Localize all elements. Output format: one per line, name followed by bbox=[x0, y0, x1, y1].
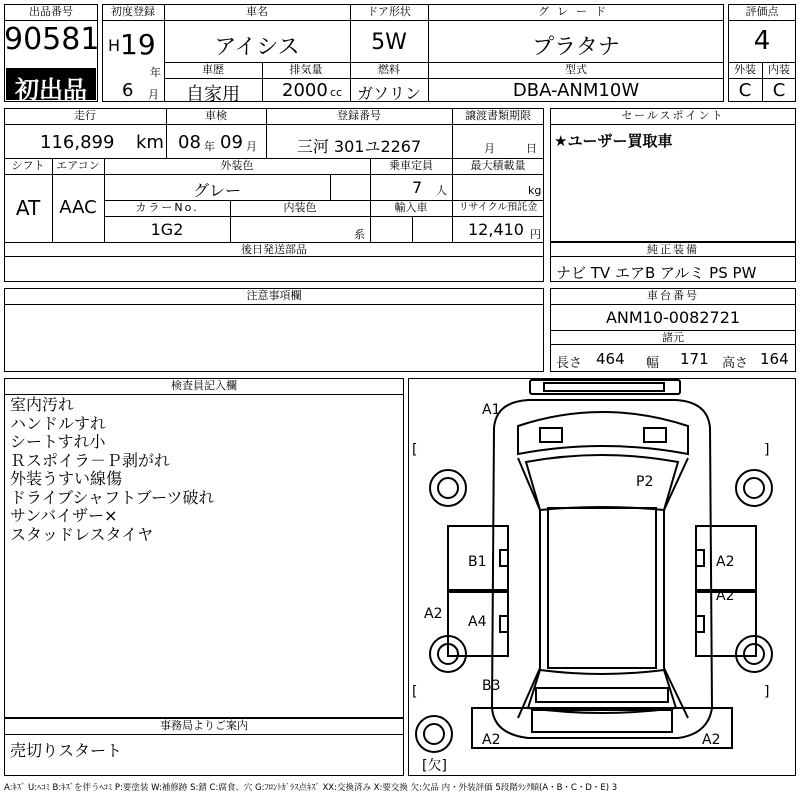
int-color-label: 内装色 bbox=[283, 201, 317, 214]
import-label: 輸入車 bbox=[394, 201, 428, 214]
ac-label: エアコン bbox=[56, 159, 100, 172]
damage-mark: A4 bbox=[468, 614, 487, 630]
selling-point: ★ユーザー買取車 bbox=[554, 132, 673, 150]
color-no: 1G2 bbox=[150, 220, 184, 239]
car-name: アイシス bbox=[214, 35, 300, 60]
inspector-label: 検査員記入欄 bbox=[171, 379, 237, 392]
inspector-line: スタッドレスタイヤ bbox=[10, 524, 154, 544]
max-load-unit: kg bbox=[528, 184, 542, 197]
lot-number-label: 出品番号 bbox=[29, 5, 73, 18]
bracket-right-bottom: ] bbox=[764, 684, 770, 700]
first-listing-text: 初出品 bbox=[15, 76, 87, 104]
later-parts-label: 後日発送部品 bbox=[241, 243, 307, 256]
inspector-notes bbox=[10, 396, 400, 544]
model-code: DBA-ANM10W bbox=[512, 80, 640, 101]
color-no-label: カラーNo. bbox=[135, 201, 199, 214]
car-diagram bbox=[408, 378, 796, 776]
inspector-line: サンバイザー× bbox=[10, 506, 118, 525]
ext-color-label: 外装色 bbox=[220, 159, 254, 172]
grade: プラタナ bbox=[532, 35, 620, 60]
dims-label: 諸元 bbox=[662, 331, 684, 344]
capacity-unit: 人 bbox=[436, 184, 447, 197]
transfer-day-unit: 日 bbox=[526, 142, 537, 155]
ext-color: グレー bbox=[192, 181, 241, 200]
selling-points-label: セールスポイント bbox=[621, 109, 725, 122]
damage-mark: A2 bbox=[716, 588, 735, 604]
max-load-label: 最大積載量 bbox=[470, 159, 526, 172]
inspector-line: 外装うすい線傷 bbox=[10, 469, 123, 488]
transfer-month-unit: 月 bbox=[484, 142, 495, 155]
lot-number: 90581 bbox=[4, 22, 100, 57]
interior-label: 内装 bbox=[768, 63, 790, 76]
inspector-line: Ｒスポイラ－Ｐ剥がれ bbox=[10, 450, 171, 470]
reg-year: 19 bbox=[120, 28, 156, 61]
selling-points-box bbox=[550, 108, 796, 242]
history: 自家用 bbox=[186, 84, 240, 105]
interior-grade: C bbox=[772, 80, 786, 101]
car-name-label: 車名 bbox=[246, 5, 268, 18]
year-unit: 年 bbox=[150, 66, 161, 79]
damage-mark: A2 bbox=[482, 732, 501, 748]
damage-mark: P2 bbox=[636, 474, 654, 490]
model-label: 型式 bbox=[565, 63, 587, 76]
transfer-label: 譲渡書類期限 bbox=[465, 109, 531, 122]
inspection-label: 車検 bbox=[205, 109, 227, 122]
office-label: 事務局よりご案内 bbox=[160, 719, 248, 732]
chassis-label: 車台番号 bbox=[647, 289, 699, 302]
width-label: 幅 bbox=[646, 356, 660, 371]
damage-mark: A2 bbox=[716, 554, 735, 570]
capacity: 7 bbox=[412, 178, 423, 197]
reg-month: 6 bbox=[122, 80, 134, 101]
recycle-label: リサイクル預託金 bbox=[458, 202, 538, 213]
grade-label: グレード bbox=[538, 5, 614, 18]
inspection-year: 08 bbox=[178, 132, 201, 153]
plate-label: 登録番号 bbox=[337, 109, 381, 122]
height-value: 164 bbox=[760, 350, 789, 368]
footer-legend: A:ｷｽﾞ U:ﾍｺﾐ B:ｷｽﾞを伴うﾍｺﾐ P:要塗装 W:補修跡 S:錆 C:腐食、穴 G:ﾌﾛﾝﾄｶﾞﾗｽ点ｷｽﾞ XX:交換済み X:要交換 欠:欠品 内・外装評価 5段階ﾗﾝｸ順(A・B・C・D・E) 3 bbox=[4, 783, 618, 793]
mileage-unit: km bbox=[136, 132, 164, 153]
shift: AT bbox=[15, 196, 41, 220]
int-color-unit: 系 bbox=[354, 228, 365, 241]
length-value: 464 bbox=[596, 350, 625, 368]
era: H bbox=[108, 36, 121, 55]
inspection-month-unit: 月 bbox=[246, 140, 257, 153]
notes-label: 注意事項欄 bbox=[246, 289, 302, 302]
bracket-right-top: ] bbox=[764, 442, 770, 458]
inspection-month: 09 bbox=[220, 132, 243, 153]
displacement-label: 排気量 bbox=[289, 63, 323, 76]
bracket-left-bottom: [ bbox=[412, 684, 418, 700]
damage-mark: A2 bbox=[424, 606, 443, 622]
inspector-line: シートすれ小 bbox=[10, 432, 106, 451]
capacity-label: 乗車定員 bbox=[389, 159, 433, 172]
chassis-number: ANM10-0082721 bbox=[605, 308, 741, 327]
first-reg-label: 初度登録 bbox=[111, 5, 155, 18]
inspector-line: ハンドルすれ bbox=[10, 413, 107, 433]
ac: AAC bbox=[59, 197, 97, 218]
score: 4 bbox=[753, 26, 771, 56]
exterior-grade: C bbox=[738, 80, 752, 101]
damage-mark: B1 bbox=[468, 554, 487, 570]
bracket-left-top: [ bbox=[412, 442, 418, 458]
height-label: 高さ bbox=[722, 356, 749, 371]
missing-label: [欠] bbox=[422, 758, 447, 774]
damage-mark: B3 bbox=[482, 678, 501, 694]
mileage-label: 走行 bbox=[74, 109, 96, 122]
mileage: 116,899 bbox=[40, 132, 115, 153]
plate-number: 三河 301ユ2267 bbox=[296, 137, 422, 156]
width-value: 171 bbox=[680, 350, 709, 368]
exterior-label: 外装 bbox=[734, 63, 756, 76]
shift-label: シフト bbox=[11, 159, 45, 172]
score-label: 評価点 bbox=[745, 5, 779, 18]
fuel: ガソリン bbox=[356, 84, 421, 103]
fuel-label: 燃料 bbox=[378, 63, 400, 76]
recycle-unit: 円 bbox=[530, 228, 541, 241]
displacement-unit: cc bbox=[330, 86, 343, 99]
door-label: ドア形状 bbox=[367, 5, 411, 18]
inspector-line: ドライブシャフトブーツ破れ bbox=[10, 487, 215, 507]
month-unit: 月 bbox=[148, 88, 159, 101]
inspector-line: 室内汚れ bbox=[10, 395, 75, 414]
history-label: 車歴 bbox=[202, 63, 224, 76]
equipment-label: 純正装備 bbox=[647, 243, 699, 256]
damage-mark: A1 bbox=[482, 402, 501, 418]
damage-mark: A2 bbox=[702, 732, 721, 748]
length-label: 長さ bbox=[556, 356, 583, 371]
displacement: 2000 bbox=[282, 80, 328, 101]
office-text: 売切りスタート bbox=[10, 741, 123, 760]
equipment-items: ナビ TV エアB アルミ PS PW bbox=[556, 264, 757, 282]
recycle-fee: 12,410 bbox=[468, 220, 524, 239]
inspection-year-unit: 年 bbox=[204, 140, 215, 153]
door-type: 5W bbox=[371, 30, 407, 55]
